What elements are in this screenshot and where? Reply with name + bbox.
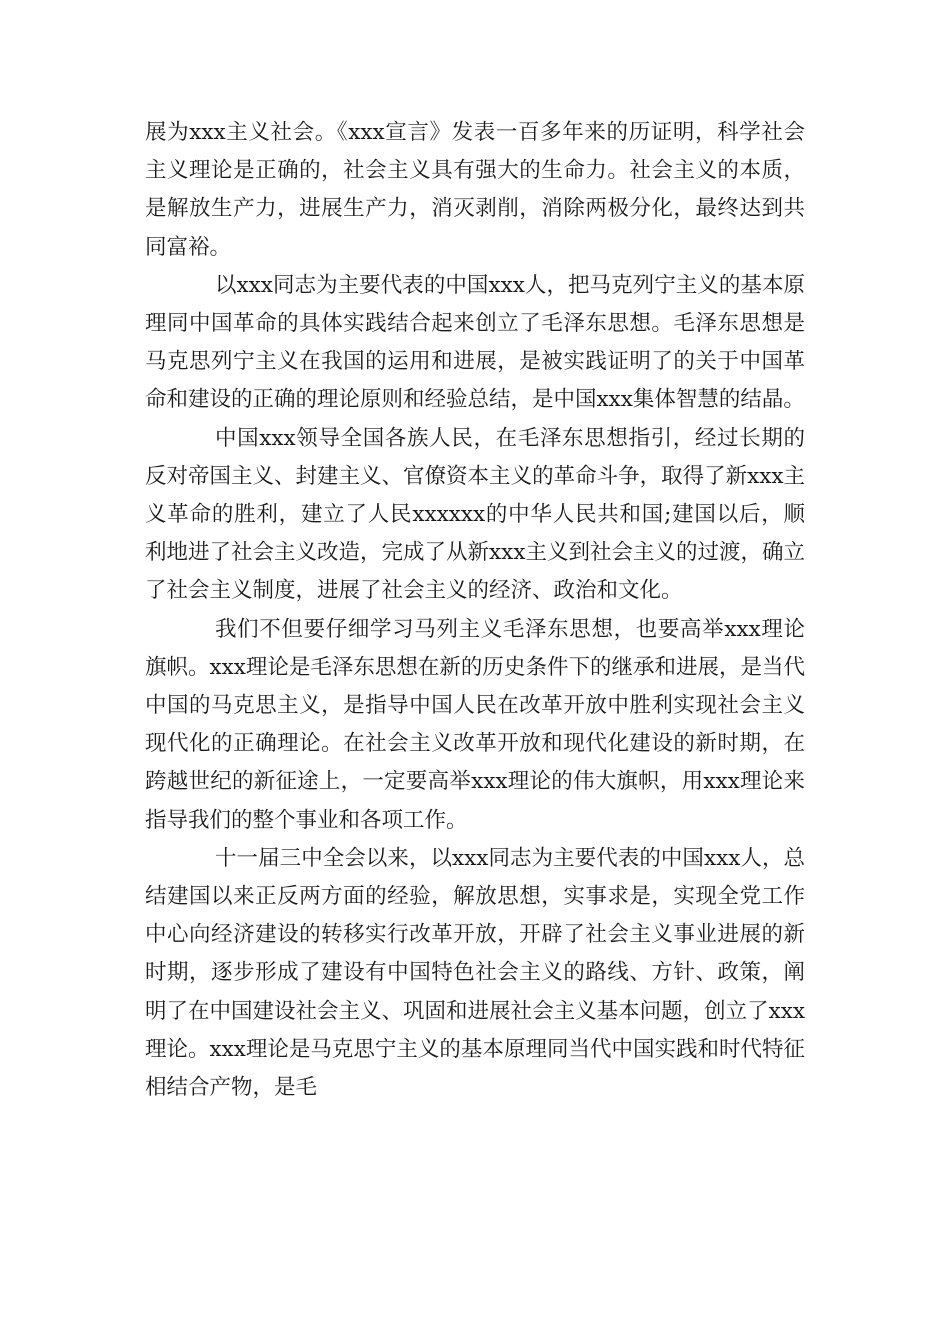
document-body bbox=[145, 114, 805, 1107]
paragraph-1: 展为xxx主义社会。《xxx宣言》发表一百多年来的历证明，科学社会主义理论是正确的，社会主义具有强大的生命力。社会主义的本质，是解放生产力，进展生产力，消灭剥削，消除两极分化，最终达到共同富裕。 bbox=[145, 120, 805, 260]
paragraph-4: 我们不但要仔细学习马列主义毛泽东思想，也要高举xxx理论旗帜。xxx理论是毛泽东思想在新的历史条件下的继承和进展，是当代中国的马克思主义，是指导中国人民在改革开放中胜利实现社会主义现代化的正确理论。在社会主义改革开放和现代化建设的新时期，在跨越世纪的新征途上，一定要高举xxx理论的伟大旗帜，用xxx理论来指导我们的整个事业和各项工作。 bbox=[145, 616, 805, 833]
paragraph-2: 以xxx同志为主要代表的中国xxx人，把马克列宁主义的基本原理同中国革命的具体实践结合起来创立了毛泽东思想。毛泽东思想是马克思列宁主义在我国的运用和进展，是被实践证明了的关于中国革命和建设的正确的理论原则和经验总结，是中国xxx集体智慧的结晶。 bbox=[145, 272, 805, 413]
paragraph-5: 十一届三中全会以来，以xxx同志为主要代表的中国xxx人，总结建国以来正反两方面的经验，解放思想，实事求是，实现全党工作中心向经济建设的转移实行改革开放，开辟了社会主义事业进展的新时期，逐步形成了建设有中国特色社会主义的路线、方针、政策，阐明了在中国建设社会主义、巩固和进展社会主义基本问题，创立了xxx理论。xxx理论是马克思宁主义的基本原理同当代中国实践和时代特征相结合产物，是毛 bbox=[145, 845, 805, 1101]
paragraph-3: 中国xxx领导全国各族人民，在毛泽东思想指引，经过长期的反对帝国主义、封建主义、官僚资本主义的革命斗争，取得了新xxx主义革命的胜利，建立了人民xxxxxx的中华人民共和国;建国以后，顺利地进了社会主义改造，完成了从新xxx主义到社会主义的过渡，确立了社会主义制度，进展了社会主义的经济、政治和文化。 bbox=[145, 425, 805, 604]
